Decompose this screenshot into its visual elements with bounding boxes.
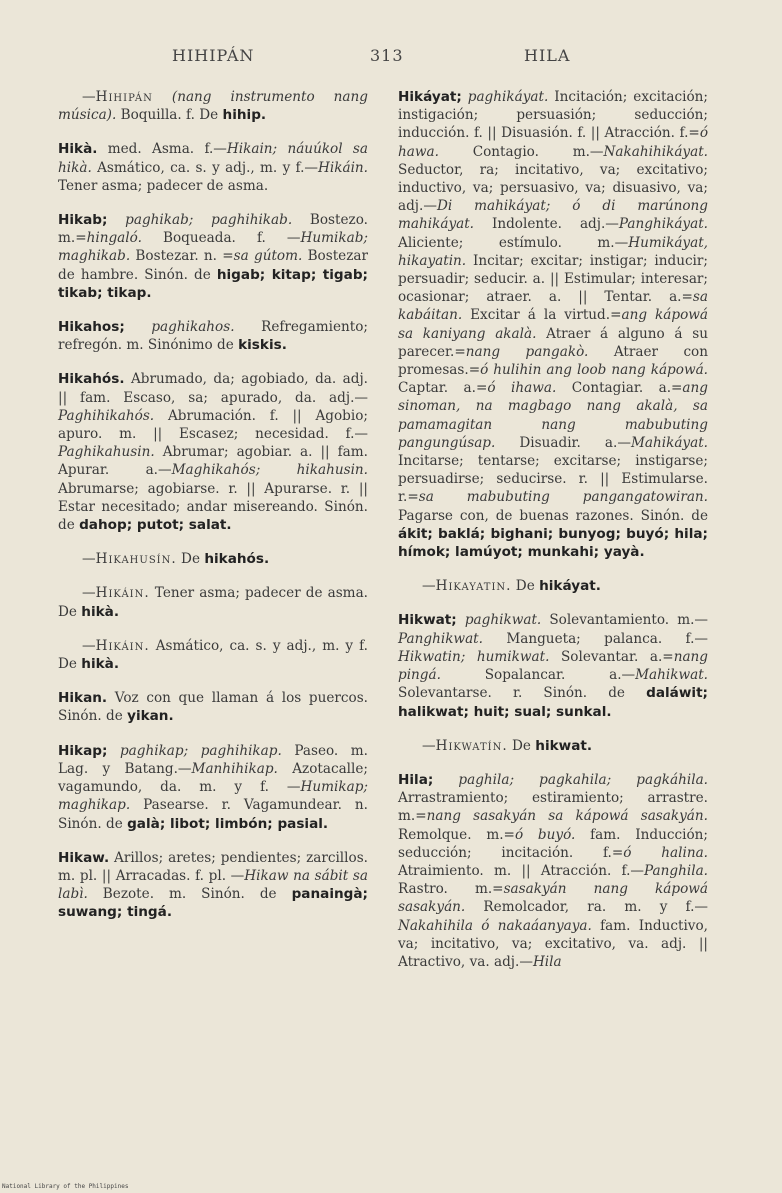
tagalog-phrase: nang sasakyán sa kápowá sasakyán. bbox=[426, 808, 708, 825]
tagalog-phrase: ó hawa. bbox=[398, 125, 708, 160]
definition-text: Bostezar de hambre. Sinón. de bbox=[58, 248, 368, 283]
dictionary-entry bbox=[58, 849, 368, 922]
tagalog-phrase: Hikáin. bbox=[318, 159, 368, 176]
entry-text bbox=[58, 742, 368, 833]
derived-form: Hikahusín. bbox=[95, 551, 177, 568]
dictionary-entry bbox=[58, 689, 368, 725]
headword: dahop; putot; salat. bbox=[79, 517, 232, 534]
entry-text bbox=[58, 550, 368, 568]
dictionary-entry bbox=[398, 611, 708, 720]
headword: daláwit; halikwat; huit; sual; sunkal. bbox=[398, 685, 708, 720]
tagalog-phrase: Hikwatin; humikwat. bbox=[398, 648, 550, 665]
tagalog-phrase: Humikab; maghikab. bbox=[58, 230, 368, 265]
tagalog-phrase: Hikaw na sábit sa labì. bbox=[58, 867, 368, 903]
entry-text bbox=[58, 637, 368, 673]
tagalog-phrase: Humikáyat, hikayatin. bbox=[398, 234, 708, 269]
definition-text: Asmático, ca. s. y adj., m. y f. De bbox=[58, 637, 368, 673]
headword: Hikà. bbox=[58, 141, 98, 158]
headword: hikà. bbox=[81, 656, 119, 673]
tagalog-phrase: Nakahihikáyat. bbox=[603, 143, 708, 160]
running-head-right: HILA bbox=[524, 46, 571, 65]
definition-text: Atraimiento. m. || Atracción. f.— bbox=[398, 862, 645, 879]
definition-text: De bbox=[511, 578, 540, 595]
tagalog-phrase: nang pangakò. bbox=[465, 343, 589, 360]
definition-text bbox=[433, 772, 458, 788]
definition-text: Tener asma; padecer de asma. De bbox=[58, 585, 368, 620]
headword: hihip. bbox=[222, 107, 267, 124]
tagalog-phrase: Panghila. bbox=[644, 862, 708, 879]
tagalog-phrase: sa kabáitan. bbox=[398, 289, 708, 324]
entry-text bbox=[58, 584, 368, 620]
derived-form: Hikwatín. bbox=[435, 737, 508, 754]
headword: Hikab; bbox=[58, 212, 108, 229]
definition-text: Tener asma; padecer de asma. bbox=[58, 177, 269, 194]
derived-form: Hikayatin. bbox=[435, 578, 512, 595]
left-column bbox=[58, 88, 368, 938]
headword: galà; libot; limbón; pasial. bbox=[127, 815, 329, 832]
definition-text: Paseo. m. Lag. y Batang.— bbox=[58, 742, 368, 777]
entry-text bbox=[58, 849, 368, 922]
definition-text: Asmático, ca. s. y adj., m. y f.— bbox=[91, 159, 319, 176]
tagalog-phrase: Hikain; náuúkol sa hikà. bbox=[58, 141, 368, 176]
definition-text bbox=[107, 212, 125, 228]
definition-text: Refregamiento; refregón. m. Sinónimo de bbox=[58, 319, 369, 354]
tagalog-phrase: paghikwat. bbox=[464, 612, 542, 629]
definition-text bbox=[125, 319, 152, 335]
definition-text: Atraer á alguno á su parecer.= bbox=[398, 325, 708, 360]
tagalog-phrase: Di mahikáyat; ó di marúnong mahikáyat. bbox=[398, 198, 708, 233]
entry-text bbox=[58, 318, 368, 354]
definition-text: fam. Inducción; seducción; incitación. f.= bbox=[398, 826, 708, 861]
tagalog-phrase: Manhihikap. bbox=[191, 760, 278, 777]
headword: hikwat. bbox=[535, 737, 593, 754]
tagalog-phrase: sa gútom. bbox=[233, 248, 303, 265]
derived-form: Hihipán bbox=[95, 89, 153, 105]
tagalog-phrase: Panghikwat. bbox=[398, 630, 483, 647]
derived-form: Hikáin. bbox=[95, 585, 150, 602]
right-column bbox=[398, 88, 708, 987]
dictionary-entry bbox=[58, 370, 368, 534]
definition-text: Arrastramiento; estiramiento; arrastre. m.= bbox=[398, 790, 708, 825]
definition-text: De bbox=[176, 551, 205, 568]
definition-text: De bbox=[507, 737, 536, 754]
definition-text: Incitarse; tentarse; excitarse; instigarse; persuadirse; seducirse. r. || Estimularse. r.= bbox=[398, 453, 708, 506]
tagalog-phrase: ang sinoman, na magbago nang akalà, sa pamamagitan nang mabubuting pangungúsap. bbox=[398, 380, 708, 451]
definition-text: Remolcador, ra. m. y f.— bbox=[465, 899, 708, 916]
tagalog-phrase: paghikahos. bbox=[151, 319, 235, 336]
definition-text bbox=[107, 743, 120, 759]
definition-text bbox=[457, 612, 465, 628]
tagalog-phrase: Mahikáyat. bbox=[630, 434, 708, 451]
tagalog-phrase: ó halina. bbox=[623, 844, 708, 861]
tagalog-phrase: ang kápowá sa kaniyang akalà. bbox=[398, 307, 708, 342]
tagalog-phrase: Paghikahusin. bbox=[58, 444, 155, 461]
definition-text: Azotacalle; vagamundo, da. m. y f. — bbox=[58, 760, 368, 796]
definition-text: Atraer con promesas.= bbox=[398, 343, 708, 379]
definition-text: Solevantar. a.= bbox=[549, 648, 674, 665]
definition-text: — bbox=[422, 578, 436, 595]
headword: Hikahós. bbox=[58, 371, 125, 388]
definition-text: Captar. a.= bbox=[398, 380, 488, 397]
entry-text bbox=[58, 211, 368, 302]
entry-text bbox=[58, 88, 368, 124]
definition-text: Solevantarse. r. Sinón. de bbox=[398, 685, 647, 702]
dictionary-entry bbox=[58, 637, 368, 673]
headword: panaingà; suwang; tingá. bbox=[58, 886, 368, 921]
definition-text: Pasearse. r. Vagamundear. n. Sinón. de bbox=[58, 797, 368, 832]
headword: kiskis. bbox=[238, 337, 287, 354]
dictionary-entry bbox=[398, 88, 708, 561]
definition-text: Excitar á la virtud.= bbox=[462, 307, 622, 324]
tagalog-phrase: paghila; pagkahila; pagkáhila. bbox=[458, 771, 708, 788]
entry-text bbox=[58, 140, 368, 195]
definition-text: Mangueta; palanca. f.— bbox=[482, 630, 708, 647]
definition-text: — bbox=[422, 737, 436, 754]
definition-text: Abrumarse; agobiarse. r. || Apurarse. r. || Estar necesitado; andar misereando. Sinón. de bbox=[58, 480, 368, 534]
definition-text: Bostezo. m.= bbox=[58, 212, 368, 247]
definition-text: — bbox=[82, 637, 96, 654]
tagalog-phrase: Mahikwat. bbox=[635, 667, 708, 684]
definition-text: Disuadir. a.— bbox=[495, 434, 631, 451]
headword: Hikwat; bbox=[398, 612, 457, 629]
tagalog-phrase: Hila bbox=[532, 953, 562, 970]
entry-text bbox=[398, 737, 708, 755]
running-head-left: HIHIPÁN bbox=[172, 46, 255, 65]
tagalog-phrase: Humikap; maghikap. bbox=[58, 779, 368, 814]
definition-text: Abrumar; agobiar. a. || fam. Apurar. a.— bbox=[58, 444, 368, 479]
headword: hikahós. bbox=[204, 551, 270, 568]
definition-text: Indolente. adj.— bbox=[474, 216, 619, 233]
headword: hikáyat. bbox=[539, 578, 601, 595]
definition-text: Contagiar. a.= bbox=[556, 380, 683, 397]
dictionary-entry bbox=[58, 88, 368, 124]
headword: higab; kitap; tigab; tikab; tikap. bbox=[58, 266, 368, 301]
derived-form: Hikáin. bbox=[95, 637, 150, 654]
headword: ákit; baklá; bighani; bunyog; buyó; hila; hímok; lamúyot; munkahi; yayà. bbox=[398, 525, 708, 561]
headword: Hikáyat; bbox=[398, 89, 462, 105]
definition-text: Arillos; aretes; pendientes; zarcillos. m. pl. || Arracadas. f. pl. — bbox=[58, 849, 368, 884]
tagalog-phrase: paghikáyat. bbox=[467, 89, 549, 105]
tagalog-phrase: Paghihikahós. bbox=[58, 407, 155, 424]
entry-text bbox=[398, 771, 708, 971]
definition-text: Rastro. m.= bbox=[398, 881, 504, 898]
definition-text bbox=[153, 89, 172, 105]
entry-text bbox=[58, 689, 368, 725]
dictionary-entry bbox=[58, 550, 368, 568]
definition-text: Aliciente; estímulo. m.— bbox=[398, 234, 629, 251]
page-number: 313 bbox=[370, 46, 404, 65]
tagalog-phrase: paghikab; paghihikab. bbox=[125, 212, 293, 229]
dictionary-entry bbox=[58, 211, 368, 302]
tagalog-phrase: sasakyán nang kápowá sasakyán. bbox=[398, 881, 708, 916]
definition-text: Abrumado, da; agobiado, da. adj. || fam. Escaso, sa; apurado, da. adj.— bbox=[58, 371, 368, 406]
definition-text: Incitación; excitación; instigación; persuasión; seducción; inducción. f. || Disuasión. f. || Atracción. f.= bbox=[398, 89, 708, 142]
headword: Hikan. bbox=[58, 690, 108, 707]
tagalog-phrase: ó buyó. bbox=[514, 826, 576, 843]
definition-text: Abrumación. f. || Agobio; apuro. m. || Escasez; necesidad. f.— bbox=[58, 407, 368, 443]
definition-text: Boquilla. f. De bbox=[116, 107, 223, 124]
dictionary-entry bbox=[398, 577, 708, 595]
tagalog-phrase: sa mabubuting pangangatowiran. bbox=[418, 489, 708, 506]
headword: Hila; bbox=[398, 771, 434, 788]
headword: hikà. bbox=[81, 603, 119, 620]
definition-text: Remolque. m.= bbox=[398, 826, 515, 843]
library-footer: National Library of the Philippines bbox=[2, 1183, 129, 1190]
definition-text: Contagio. m.— bbox=[438, 143, 604, 160]
definition-text: fam. Inductivo, va; incitativo, va; excitativo, va. adj. || Atractivo, va. adj.— bbox=[398, 917, 708, 970]
entry-text bbox=[58, 370, 368, 534]
dictionary-entry bbox=[398, 771, 708, 971]
definition-text: Pagarse con, de buenas razones. Sinón. de bbox=[398, 507, 708, 524]
tagalog-phrase: Panghikáyat. bbox=[618, 216, 708, 233]
definition-text: — bbox=[82, 585, 96, 602]
definition-text: — bbox=[82, 89, 96, 105]
definition-text: Bostezar. n. = bbox=[130, 248, 234, 265]
definition-text: Seductor, ra; incitativo, va; excitativo; inductivo, va; persuasivo, va; disuasivo, va; adj.— bbox=[398, 161, 708, 215]
dictionary-entry bbox=[58, 140, 368, 195]
entry-text bbox=[398, 611, 708, 720]
tagalog-phrase: ó hulihin ang loob nang kápowá. bbox=[480, 362, 708, 379]
tagalog-phrase: Nakahihila ó nakaáanyaya. bbox=[398, 917, 592, 934]
tagalog-phrase: nang pingá. bbox=[398, 648, 709, 684]
entry-text bbox=[398, 88, 708, 561]
tagalog-phrase: paghikap; paghihikap. bbox=[119, 742, 282, 759]
dictionary-entry bbox=[58, 742, 368, 833]
dictionary-entry bbox=[398, 737, 708, 755]
tagalog-phrase: (nang instrumento nang música). bbox=[58, 89, 368, 124]
definition-text: Incitar; excitar; instigar; inducir; persuadir; seducir. a. || Estimular; interesar; ocasionar; atraer. a. || Tentar. a.= bbox=[398, 252, 708, 306]
headword: Hikahos; bbox=[58, 319, 125, 336]
headword: Hikap; bbox=[58, 742, 108, 759]
tagalog-phrase: Maghikahós; hikahusin. bbox=[171, 462, 369, 479]
definition-text: Bezote. m. Sinón. de bbox=[87, 886, 292, 903]
definition-text: Sopalancar. a.— bbox=[440, 667, 636, 684]
headword: yikan. bbox=[127, 708, 174, 725]
tagalog-phrase: ó ihawa. bbox=[487, 380, 557, 397]
dictionary-entry bbox=[58, 584, 368, 620]
tagalog-phrase: hingaló. bbox=[86, 230, 142, 247]
entry-text bbox=[398, 577, 708, 595]
definition-text: — bbox=[82, 551, 96, 568]
headword: Hikaw. bbox=[58, 849, 110, 866]
definition-text: Boqueada. f. — bbox=[141, 230, 301, 247]
definition-text: Voz con que llaman á los puercos. Sinón. de bbox=[58, 690, 368, 725]
definition-text: Solevantamiento. m.— bbox=[541, 612, 708, 629]
dictionary-entry bbox=[58, 318, 368, 354]
definition-text: med. Asma. f.— bbox=[97, 141, 227, 158]
